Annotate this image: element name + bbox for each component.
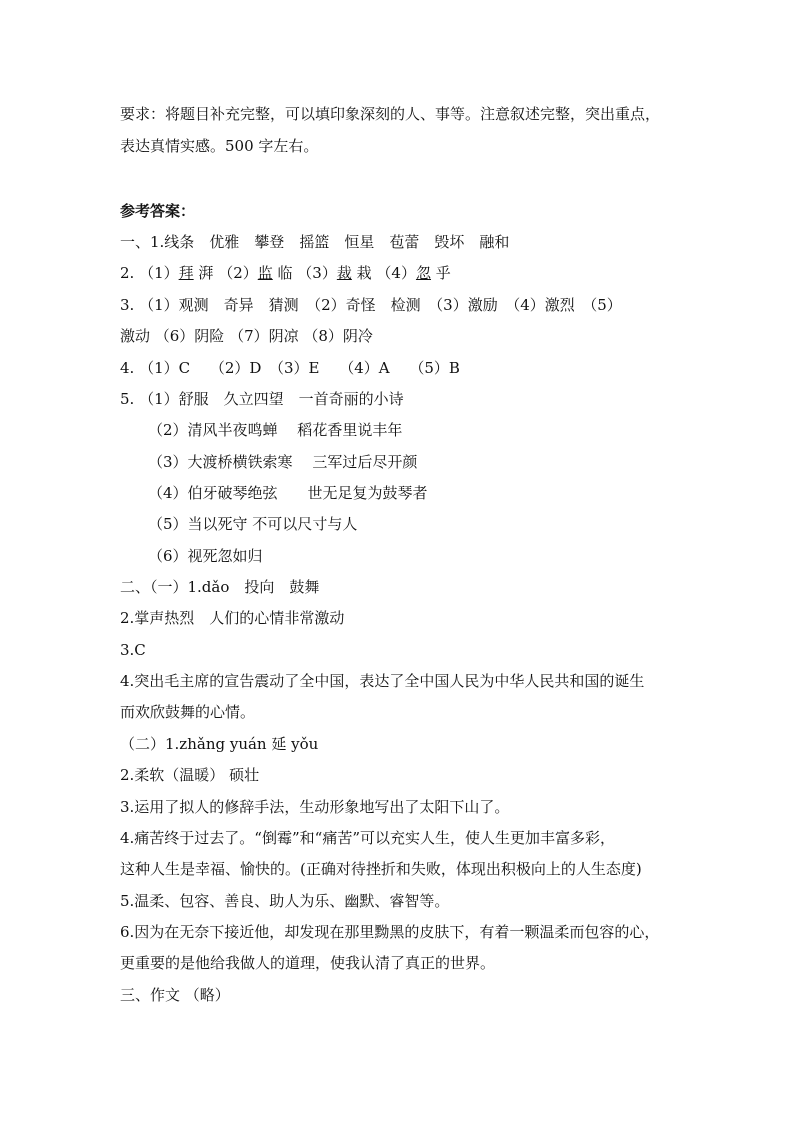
requirement-line-1: 要求：将题目补充完整，可以填印象深刻的人、事等。注意叙述完整，突出重点，	[120, 105, 661, 123]
part2-s1-q4-line-2: 而欢欣鼓舞的心情。	[120, 703, 256, 721]
part3-composition: 三、作文 （略）	[120, 986, 230, 1004]
q2-mid3: （3）	[292, 264, 337, 282]
q2-a3-rest: 栽	[351, 264, 372, 282]
part2-s2-q6-line-1: 6.因为在无奈下接近他，却发现在那里黝黑的皮肤下，有着一颗温柔而包容的心，	[120, 923, 660, 941]
part2-s2-q1: （二）1.zhǎng yuán 延 yǒu	[120, 735, 319, 753]
q2-prefix: 2. （1）	[120, 264, 179, 282]
q2-a3-underlined: 裁	[336, 264, 352, 282]
part2-s1-q1: 二、（一）1.dǎo 投向 鼓舞	[120, 578, 320, 596]
part1-q5-item-6: （6）视死忽如归	[148, 547, 263, 565]
part1-q5-item-3: （3）大渡桥横铁索寒 三军过后尽开颜	[148, 453, 418, 471]
part2-s2-q3: 3.运用了拟人的修辞手法，生动形象地写出了太阳下山了。	[120, 798, 510, 816]
part2-s2-q4-line-2: 这种人生是幸福、愉快的。(正确对待挫折和失败，体现出积极向上的人生态度)	[120, 860, 642, 878]
requirement-line-2: 表达真情实感。500 字左右。	[120, 137, 319, 155]
q2-a2-rest: 临	[272, 264, 293, 282]
part1-q5-item-4: （4）伯牙破琴绝弦 世无足复为鼓琴者	[148, 484, 428, 502]
q2-a4-rest: 乎	[430, 264, 451, 282]
part1-q1: 一、1.线条 优雅 攀登 摇篮 恒星 苞蕾 毁坏 融和	[120, 233, 510, 251]
part1-q3-line-2: 激动 （6）阴险 （7）阴凉 （8）阴冷	[120, 327, 373, 345]
part2-s2-q5: 5.温柔、包容、善良、助人为乐、幽默、睿智等。	[120, 892, 450, 910]
part1-q5-item-1: 5. （1）舒服 久立四望 一首奇丽的小诗	[120, 390, 404, 408]
part1-q4: 4. （1）C （2）D （3）E （4）A （5）B	[120, 359, 460, 377]
q2-a1-rest: 湃	[193, 264, 214, 282]
q2-mid2: （2）	[213, 264, 258, 282]
part1-q3-line-1: 3. （1）观测 奇异 猜测 （2）奇怪 检测 （3）激励 （4）激烈 （5）	[120, 296, 622, 314]
part2-s2-q4-line-1: 4.痛苦终于过去了。“倒霉”和“痛苦”可以充实人生，使人生更加丰富多彩，	[120, 829, 615, 847]
q2-mid4: （4）	[371, 264, 416, 282]
part2-s1-q2: 2.掌声热烈 人们的心情非常激动	[120, 609, 345, 627]
answers-title: 参考答案：	[120, 202, 196, 220]
part2-s2-q2: 2.柔软（温暖） 硕壮	[120, 766, 260, 784]
part1-q2	[120, 263, 451, 283]
part2-s1-q3: 3.C	[120, 641, 146, 659]
part1-q5-item-5: （5）当以死守 不可以尺寸与人	[148, 515, 358, 533]
q2-a2-underlined: 监	[257, 264, 273, 282]
part1-q5-item-2: （2）清风半夜鸣蝉 稻花香里说丰年	[148, 421, 403, 439]
part2-s2-q6-line-2: 更重要的是他给我做人的道理，使我认清了真正的世界。	[120, 954, 496, 972]
q2-a1-underlined: 拜	[178, 264, 194, 282]
q2-a4-underlined: 忽	[415, 264, 431, 282]
part2-s1-q4-line-1: 4.突出毛主席的宣告震动了全中国，表达了全中国人民为中华人民共和国的诞生	[120, 672, 645, 690]
